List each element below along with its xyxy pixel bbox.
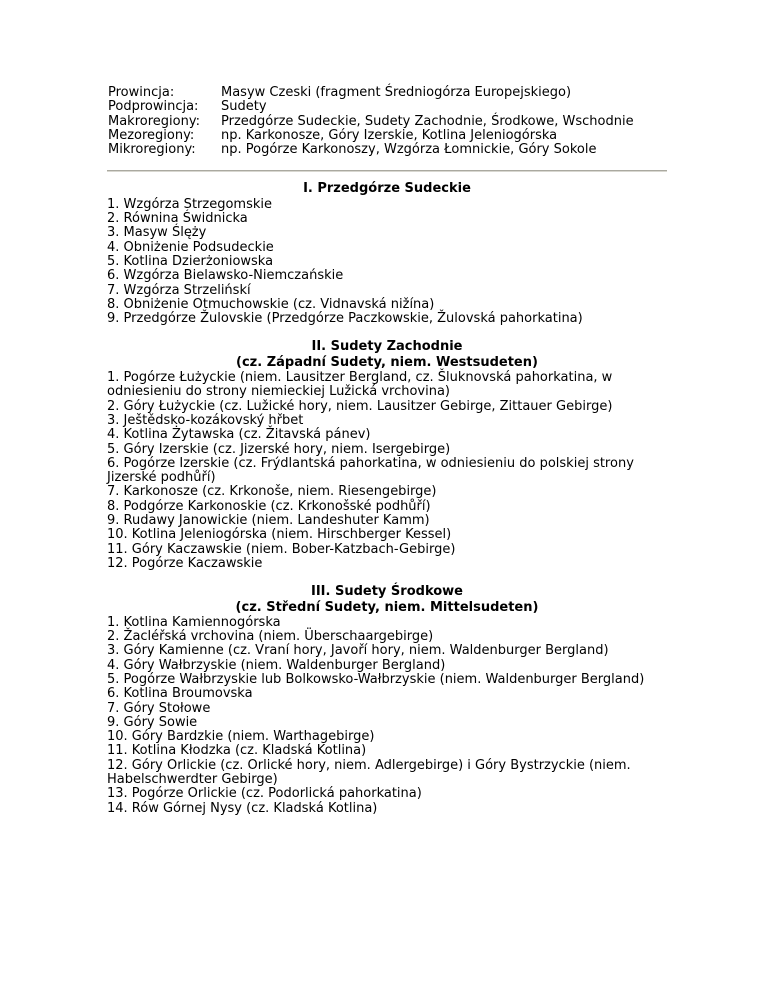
region-list xyxy=(107,616,667,816)
list-item: 10. Góry Bardzkie (niem. Warthagebirge) xyxy=(107,729,375,745)
section-przedgorze-sudeckie xyxy=(107,182,667,326)
list-item: 7. Góry Stołowe xyxy=(107,700,211,716)
list-item: 4. Góry Wałbrzyskie (niem. Waldenburger Bergland) xyxy=(107,657,446,673)
list-item: 1. Pogórze Łużyckie (niem. Lausitzer Bergland, cz. Šluknovská pahorkatina, w odniesieniu do strony niemieckiej Lužická vrchovina) xyxy=(107,370,613,400)
list-item: 12. Pogórze Kaczawskie xyxy=(107,555,263,571)
list-item: 7. Karkonosze (cz. Krkonoše, niem. Riesengebirge) xyxy=(107,484,437,500)
hierarchy-value: Sudety xyxy=(221,99,267,115)
section-title: III. Sudety Środkowe xyxy=(311,584,463,600)
hierarchy-label: Prowincja: xyxy=(108,85,175,100)
hierarchy-label: Mikroregiony: xyxy=(108,142,196,158)
list-item: 6. Kotlina Broumovska xyxy=(107,686,253,702)
list-item: 12. Góry Orlickie (cz. Orlické hory, niem. Adlergebirge) i Góry Bystrzyckie (niem. Habelschwerdter Gebirge) xyxy=(107,757,631,788)
hierarchy-row-macroregions xyxy=(108,115,634,129)
list-item: 3. Góry Kamienne (cz. Vraní hory, Javoří hory, niem. Waldenburger Bergland) xyxy=(107,643,609,659)
horizontal-divider xyxy=(107,170,667,172)
region-hierarchy-table xyxy=(108,86,634,157)
list-item: 7. Wzgórza Strzelińskí xyxy=(107,282,251,298)
section-sudety-zachodnie xyxy=(107,340,667,571)
list-item: 9. Przedgórze Žulovskie (Przedgórze Paczkowskie, Žulovská pahorkatina) xyxy=(107,311,583,327)
region-list xyxy=(107,198,667,327)
hierarchy-row-microregions xyxy=(108,143,634,157)
section-subtitle: (cz. Střední Sudety, niem. Mittelsudeten) xyxy=(235,599,539,615)
section-subtitle: (cz. Západní Sudety, niem. Westsudeten) xyxy=(236,354,538,370)
list-item: 13. Pogórze Orlickie (cz. Podorlická pahorkatina) xyxy=(107,786,422,802)
hierarchy-label: Podprowincja: xyxy=(108,99,199,115)
list-item: 11. Góry Kaczawskie (niem. Bober-Katzbach-Gebirge) xyxy=(107,541,456,557)
section-title: I. Przedgórze Sudeckie xyxy=(303,181,471,197)
list-item: 10. Kotlina Jeleniogórska (niem. Hirschberger Kessel) xyxy=(107,527,452,543)
list-item: 2. Góry Łużyckie (cz. Lužické hory, niem. Lausitzer Gebirge, Zittauer Gebirge) xyxy=(107,398,613,414)
list-item: 5. Kotlina Dzierżoniowska xyxy=(107,253,274,269)
hierarchy-row-subprovince xyxy=(108,100,634,114)
list-item: 3. Ještědsko-kozákovský hřbet xyxy=(107,412,304,428)
list-item: 9. Rudawy Janowickie (niem. Landeshuter Kamm) xyxy=(107,513,430,529)
list-item: 6. Wzgórza Bielawsko-Niemczańskie xyxy=(107,268,344,284)
list-item: 9. Góry Sowie xyxy=(107,714,198,730)
hierarchy-row-province xyxy=(108,86,634,100)
hierarchy-value: np. Karkonosze, Góry Izerskie, Kotlina Jeleniogórska xyxy=(221,127,558,143)
list-item: 3. Masyw Ślęży xyxy=(107,225,207,241)
list-item: 2. Równina Świdnicka xyxy=(107,211,248,227)
list-item: 1. Kotlina Kamiennogórska xyxy=(107,614,281,630)
section-sudety-srodkowe xyxy=(107,585,667,816)
list-item: 6. Pogórze Izerskie (cz. Frýdlantská pahorkatina, w odniesieniu do polskiej strony Jizerské podhůří) xyxy=(107,455,634,486)
list-item: 5. Góry Izerskie (cz. Jizerské hory, niem. Isergebirge) xyxy=(107,441,451,457)
list-item: 8. Podgórze Karkonoskie (cz. Krkonošské podhůří) xyxy=(107,498,431,514)
hierarchy-label: Mezoregiony: xyxy=(108,127,195,143)
document-page xyxy=(107,86,667,816)
hierarchy-value: Masyw Czeski (fragment Średniogórza Europejskiego) xyxy=(221,85,572,100)
hierarchy-value: np. Pogórze Karkonoszy, Wzgórza Łomnickie, Góry Sokole xyxy=(221,142,597,158)
list-item: 2. Žacléřská vrchovina (niem. Überschaargebirge) xyxy=(107,629,434,645)
section-title: II. Sudety Zachodnie xyxy=(311,339,463,355)
hierarchy-row-mesoregions xyxy=(108,129,634,143)
hierarchy-label: Makroregiony: xyxy=(108,113,200,129)
list-item: 14. Rów Górnej Nysy (cz. Kladská Kotlina) xyxy=(107,800,378,816)
hierarchy-value: Przedgórze Sudeckie, Sudety Zachodnie, Środkowe, Wschodnie xyxy=(221,113,634,129)
region-list xyxy=(107,371,667,571)
list-item: 11. Kotlina Kłodzka (cz. Kladská Kotlina) xyxy=(107,743,367,759)
list-item: 8. Obniżenie Otmuchowskie (cz. Vidnavská nižína) xyxy=(107,296,435,312)
list-item: 4. Kotlina Żytawska (cz. Žitavská pánev) xyxy=(107,427,371,443)
list-item: 1. Wzgórza Strzegomskie xyxy=(107,196,272,212)
list-item: 4. Obniżenie Podsudeckie xyxy=(107,239,274,255)
list-item: 5. Pogórze Wałbrzyskie lub Bolkowsko-Wałbrzyskie (niem. Waldenburger Bergland) xyxy=(107,671,645,687)
